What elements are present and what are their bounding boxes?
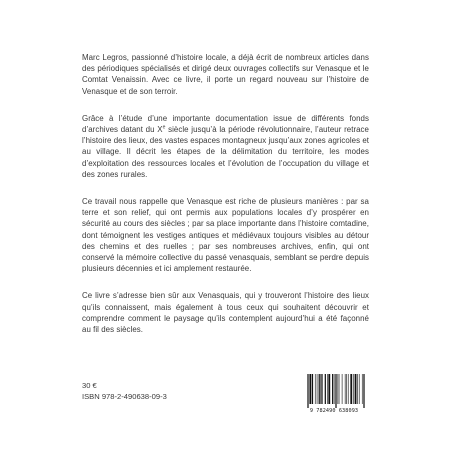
barcode-bar-22 xyxy=(350,374,352,404)
barcode-bar-21 xyxy=(348,374,349,404)
barcode-bar-15 xyxy=(336,374,337,408)
barcode-bar-26 xyxy=(359,374,360,404)
barcode-digits: 9 782490 638093 xyxy=(309,408,359,414)
barcode-bar-6 xyxy=(319,374,320,404)
isbn-barcode xyxy=(303,374,365,418)
barcode-bar-12 xyxy=(332,374,333,404)
barcode-bar-29 xyxy=(364,374,365,408)
barcode-bar-25 xyxy=(357,374,358,404)
barcode-bar-24 xyxy=(355,374,357,404)
barcode-bar-0 xyxy=(307,374,308,408)
paragraph-audience: Ce livre s’adresse bien sûr aux Venasquais, qui y trouveront l’histoire des lieux qu’ils connaissent, mais également à tous ceux qui souhaitent découvrir et comprendre comment le paysage qu’ils contemplent aujourd’hui a été façonné au fil des siècles. xyxy=(82,291,369,335)
barcode-bar-28 xyxy=(363,374,364,408)
barcode-bar-3 xyxy=(312,374,313,404)
paragraph-content xyxy=(82,113,369,180)
paragraph-richness: Ce travail nous rappelle que Venasque est riche de plusieurs manières : par sa terre et son relief, qui ont permis aux populations locales d’y prospérer en sécurité au cours des siècles ; par sa place importante dans l’histoire comtadine, dont témoignent les vestiges antiques et médiévaux toujours visibles au détour des chemins et des ruelles ; par ses nombreuses archives, enfin, qui ont conservé la mémoire collective du passé venasquais, semblant se perdre depuis plusieurs décennies et ici amplement restaurée. xyxy=(82,197,369,274)
barcode-bar-23 xyxy=(353,374,354,404)
barcode-bar-14 xyxy=(335,374,336,408)
paragraph-content-text: Grâce à l’étude d’une importante documentation issue de différents fonds d’archives datant du Xe siècle jusqu’à la période révolutionnaire, l’auteur retrace l’histoire des lieux, des vastes espaces montagneux jusqu’aux zones agricoles et au village. Il décrit les étapes de la délimitation du territoire, les modes d’exploitation des ressources locales et l’évolution de l’occupation du village et des zones rurales. xyxy=(82,113,369,179)
barcode-bar-7 xyxy=(320,374,321,404)
barcode-bar-19 xyxy=(345,374,346,404)
barcode-bar-8 xyxy=(322,374,323,404)
isbn-label: ISBN 978-2-490638-09-3 xyxy=(82,392,167,401)
barcode-bar-1 xyxy=(308,374,309,408)
barcode-bar-10 xyxy=(327,374,328,404)
paragraph-author: Marc Legros, passionné d’histoire locale, a déjà écrit de nombreux articles dans des périodiques spécialisés et dirigé deux ouvrages collectifs sur Venasque et le Comtat Venaissin. Avec ce livre, il porte un regard nouveau sur l’histoire de Venasque et de son terroir. xyxy=(82,53,369,96)
barcode-bar-27 xyxy=(362,374,363,404)
barcode-bars xyxy=(307,374,365,408)
barcode-bar-18 xyxy=(342,374,343,404)
back-cover-text xyxy=(82,52,369,351)
price-label: 30 € xyxy=(82,381,97,390)
barcode-bar-13 xyxy=(334,374,335,404)
barcode-bar-11 xyxy=(328,374,330,404)
superscript-e: e xyxy=(162,124,166,131)
barcode-bar-17 xyxy=(339,374,340,404)
barcode-bar-2 xyxy=(309,374,311,404)
barcode-bar-9 xyxy=(325,374,326,404)
barcode-bar-5 xyxy=(317,374,318,404)
barcode-bar-4 xyxy=(315,374,316,404)
barcode-bar-16 xyxy=(338,374,339,404)
barcode-bar-20 xyxy=(346,374,347,404)
